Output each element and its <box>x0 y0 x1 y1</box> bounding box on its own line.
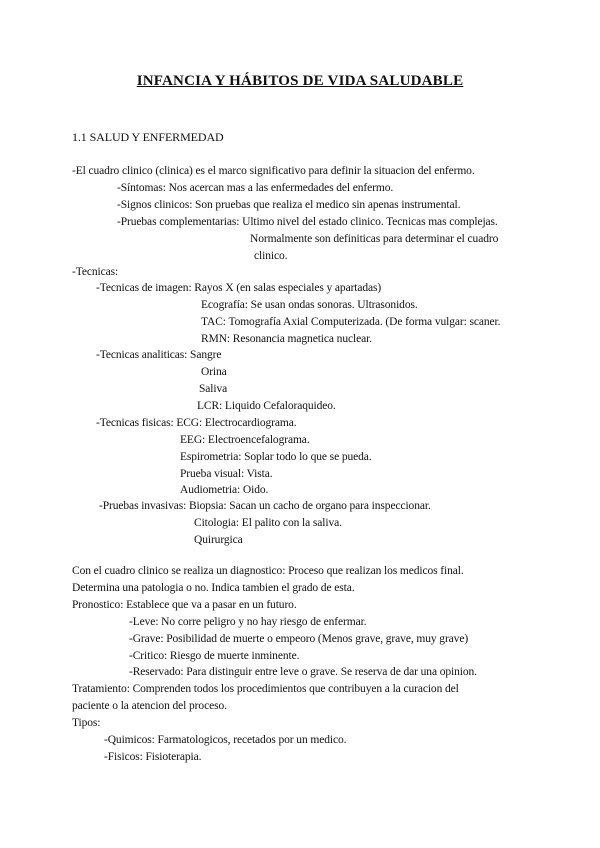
text-line-tratamiento-1: Tratamiento: Comprenden todos los procedimientos que contribuyen a la curacion del <box>72 683 459 695</box>
text-line-invasivas-1: -Pruebas invasivas: Biopsia: Sacan un cacho de organo para inspeccionar. <box>99 500 431 512</box>
text-line-imagen-1: -Tecnicas de imagen: Rayos X (en salas especiales y apartadas) <box>96 282 382 294</box>
text-line-analiticas-2: Orina <box>201 366 227 378</box>
text-line-imagen-3: TAC: Tomografía Axial Computerizada. (De forma vulgar: scaner. <box>201 316 501 328</box>
text-line-fisicas-3: Espirometria: Soplar todo lo que se pueda. <box>180 451 372 463</box>
text-line-sintomas: -Síntomas: Nos acercan mas a las enfermedades del enfermo. <box>117 182 394 194</box>
text-line-invasivas-2: Citologia: El palito con la saliva. <box>194 517 342 529</box>
text-line-critico: -Critico: Riesgo de muerte inminente. <box>129 650 300 662</box>
text-line-fisicos: -Fisicos: Fisioterapia. <box>104 751 202 763</box>
text-line-tecnicas: -Tecnicas: <box>72 266 119 278</box>
section-heading: 1.1 SALUD Y ENFERMEDAD <box>72 130 224 144</box>
text-line-imagen-4: RMN: Resonancia magnetica nuclear. <box>201 333 372 345</box>
text-line-analiticas-4: LCR: Liquido Cefaloraquideo. <box>197 400 336 412</box>
text-line-pruebas-3: clinico. <box>254 250 288 262</box>
text-line-pruebas-2: Normalmente son definiticas para determinar el cuadro <box>250 233 499 245</box>
text-line-reservado: -Reservado: Para distinguir entre leve o grave. Se reserva de dar una opinion. <box>129 666 477 678</box>
text-line-diagnostico-1: Con el cuadro clinico se realiza un diagnostico: Proceso que realizan los medicos final. <box>72 565 464 577</box>
text-line-analiticas-1: -Tecnicas analiticas: Sangre <box>96 349 222 361</box>
text-line-fisicas-2: EEG: Electroencefalograma. <box>180 434 310 446</box>
text-line-fisicas-5: Audiometria: Oido. <box>180 484 269 496</box>
text-line-pronostico: Pronostico: Establece que va a pasar en un futuro. <box>72 599 297 611</box>
text-line-leve: -Leve: No corre peligro y no hay riesgo de enfermar. <box>129 616 367 628</box>
text-line-tipos: Tipos: <box>72 717 101 729</box>
text-line-invasivas-3: Quirurgica <box>194 534 243 546</box>
text-line-signos: -Signos clinicos: Son pruebas que realiza el medico sin apenas instrumental. <box>117 199 461 211</box>
text-line-quimicos: -Quimicos: Farmatologicos, recetados por un medico. <box>104 734 347 746</box>
text-line-diagnostico-2: Determina una patologia o no. Indica tambien el grado de esta. <box>72 582 355 594</box>
text-line-fisicas-4: Prueba visual: Vista. <box>180 468 273 480</box>
text-line-fisicas-1: -Tecnicas fisicas: ECG: Electrocardiograma. <box>96 417 297 429</box>
text-line-imagen-2: Ecografía: Se usan ondas sonoras. Ultrasonidos. <box>201 299 418 311</box>
text-line-grave: -Grave: Posibilidad de muerte o empeoro (Menos grave, grave, muy grave) <box>129 633 469 645</box>
text-line-tratamiento-2: paciente o la atencion del proceso. <box>72 700 227 712</box>
text-line-analiticas-3: Saliva <box>199 383 228 395</box>
text-line-intro: -El cuadro clinico (clinica) es el marco significativo para definir la situacion del enfermo. <box>72 165 475 177</box>
document-title: INFANCIA Y HÁBITOS DE VIDA SALUDABLE <box>136 73 464 89</box>
text-line-pruebas-1: -Pruebas complementarias: Ultimo nivel del estado clinico. Tecnicas mas complejas. <box>117 216 498 228</box>
